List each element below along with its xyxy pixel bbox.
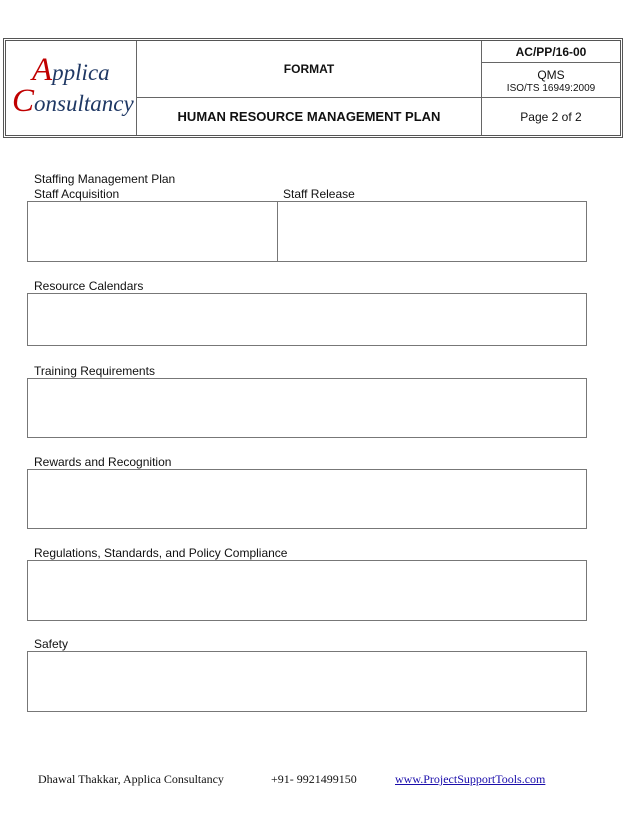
- training-requirements-field[interactable]: [27, 378, 587, 438]
- plan-title: HUMAN RESOURCE MANAGEMENT PLAN: [177, 109, 441, 124]
- footer-author: Dhawal Thakkar, Applica Consultancy: [38, 772, 224, 786]
- regulations-label: Regulations, Standards, and Policy Compliance: [34, 546, 288, 560]
- format-cell: [137, 41, 482, 98]
- footer-phone: +91- 9921499150: [271, 772, 357, 786]
- resource-calendars-label: Resource Calendars: [34, 279, 144, 293]
- logo-cell: [6, 41, 137, 135]
- staff-acquisition-field[interactable]: [27, 201, 278, 262]
- staffing-plan-heading: Staffing Management Plan: [34, 172, 176, 186]
- safety-field[interactable]: [27, 651, 587, 712]
- doc-code: AC/PP/16-00: [515, 44, 587, 59]
- qms-cell: [482, 63, 620, 98]
- training-requirements-label: Training Requirements: [34, 364, 155, 378]
- document-header: [3, 38, 623, 138]
- page-cell: [482, 98, 620, 135]
- doc-code-cell: [482, 41, 620, 63]
- page-number: Page 2 of 2: [520, 109, 582, 124]
- staff-release-field[interactable]: [277, 201, 587, 262]
- iso-label: ISO/TS 16949:2009: [506, 83, 596, 94]
- resource-calendars-field[interactable]: [27, 293, 587, 346]
- regulations-field[interactable]: [27, 560, 587, 621]
- format-label: FORMAT: [283, 62, 335, 76]
- qms-label: QMS: [537, 68, 565, 82]
- staff-release-label: Staff Release: [283, 187, 355, 201]
- rewards-recognition-field[interactable]: [27, 469, 587, 529]
- footer-website-link[interactable]: www.ProjectSupportTools.com: [395, 772, 546, 786]
- company-logo: Applica Consultancy: [12, 52, 134, 119]
- staff-acquisition-label: Staff Acquisition: [34, 187, 120, 201]
- rewards-recognition-label: Rewards and Recognition: [34, 455, 172, 469]
- safety-label: Safety: [34, 637, 69, 651]
- plan-title-cell: [137, 98, 482, 135]
